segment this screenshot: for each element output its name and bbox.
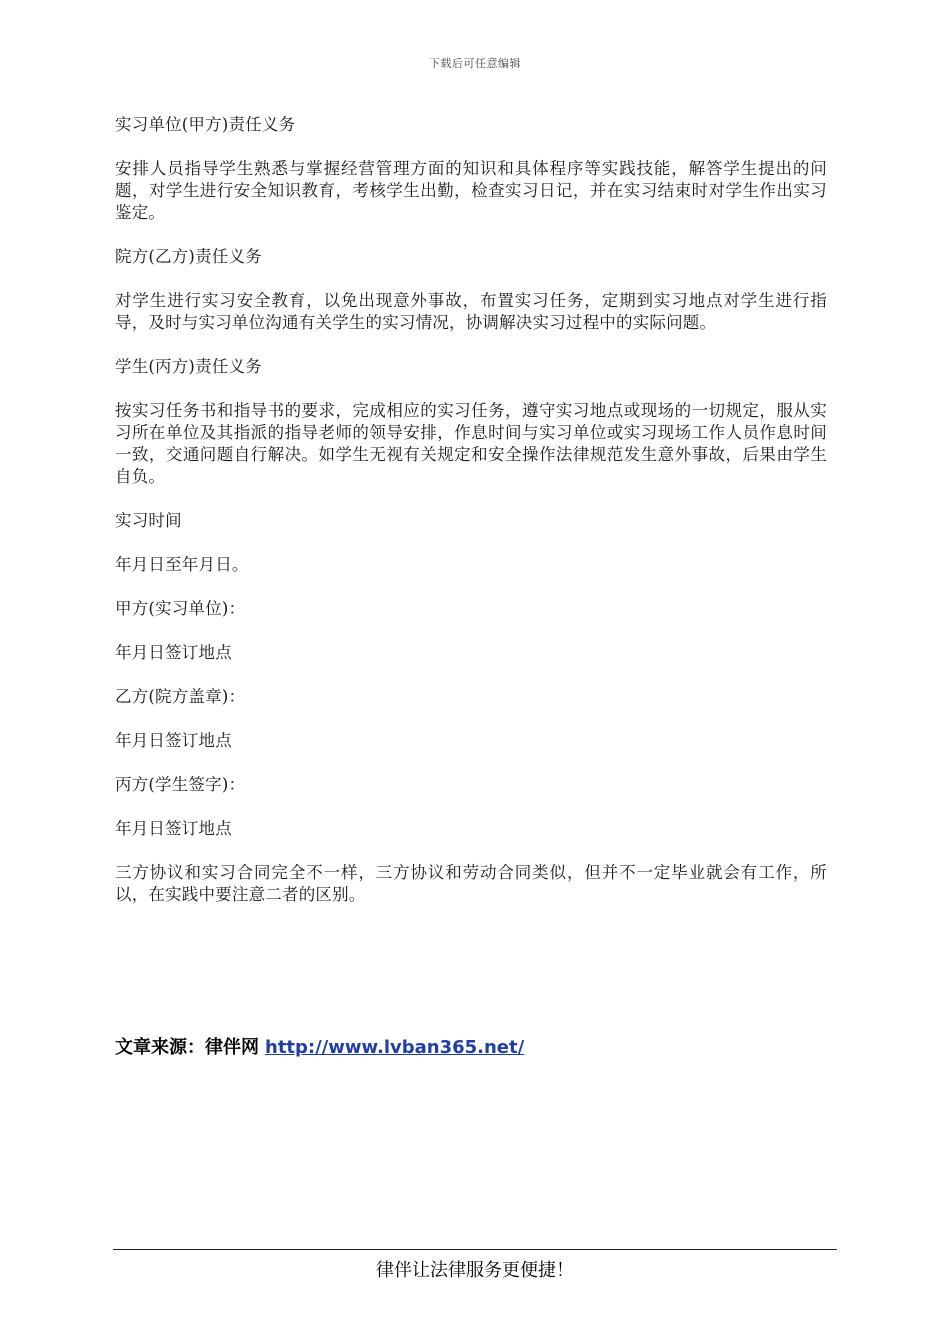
party-c-signature-label: 丙方(学生签字)： — [115, 775, 246, 794]
party-a-signature-label: 甲方(实习单位)： — [115, 599, 246, 618]
party-b-signing-date-place: 年月日签订地点 — [115, 731, 232, 750]
document-body — [115, 114, 827, 928]
paragraph-party-a-duties: 安排人员指导学生熟悉与掌握经营管理方面的知识和具体程序等实践技能，解答学生提出的问题，对学生进行安全知识教育，考核学生出勤，检查实习日记，并在实习结束时对学生作出实习鉴定。 — [115, 159, 827, 222]
heading-party-a-duties: 实习单位(甲方)责任义务 — [115, 115, 296, 134]
source-link[interactable]: http://www.lvban365.net/ — [265, 1037, 525, 1058]
paragraph-party-b-duties: 对学生进行实习安全教育，以免出现意外事故，布置实习任务，定期到实习地点对学生进行指导，及时与实习单位沟通有关学生的实习情况，协调解决实习过程中的实际问题。 — [115, 291, 827, 332]
footer-slogan: 律伴让法律服务更便捷！ — [376, 1260, 574, 1281]
party-c-signing-date-place: 年月日签订地点 — [115, 819, 232, 838]
footer-divider — [113, 1249, 837, 1250]
heading-party-c-duties: 学生(丙方)责任义务 — [115, 357, 262, 376]
source-label: 文章来源：律伴网 — [115, 1037, 259, 1058]
heading-internship-time: 实习时间 — [115, 511, 182, 530]
party-a-signing-date-place: 年月日签订地点 — [115, 643, 232, 662]
paragraph-party-c-duties: 按实习任务书和指导书的要求，完成相应的实习任务，遵守实习地点或现场的一切规定，服从实习所在单位及其指派的指导老师的领导安排，作息时间与实习单位或实习现场工作人员作息时间一致，交通问题自行解决。如学生无视有关规定和安全操作法律规范发生意外事故，后果由学生自负。 — [115, 401, 827, 486]
party-b-seal-label: 乙方(院方盖章)： — [115, 687, 246, 706]
header-note: 下载后可任意编辑 — [429, 57, 521, 70]
internship-date-range: 年月日至年月日。 — [115, 555, 249, 574]
closing-note: 三方协议和实习合同完全不一样，三方协议和劳动合同类似，但并不一定毕业就会有工作，所以，在实践中要注意二者的区别。 — [115, 863, 827, 904]
article-source — [115, 1033, 524, 1059]
heading-party-b-duties: 院方(乙方)责任义务 — [115, 247, 262, 266]
